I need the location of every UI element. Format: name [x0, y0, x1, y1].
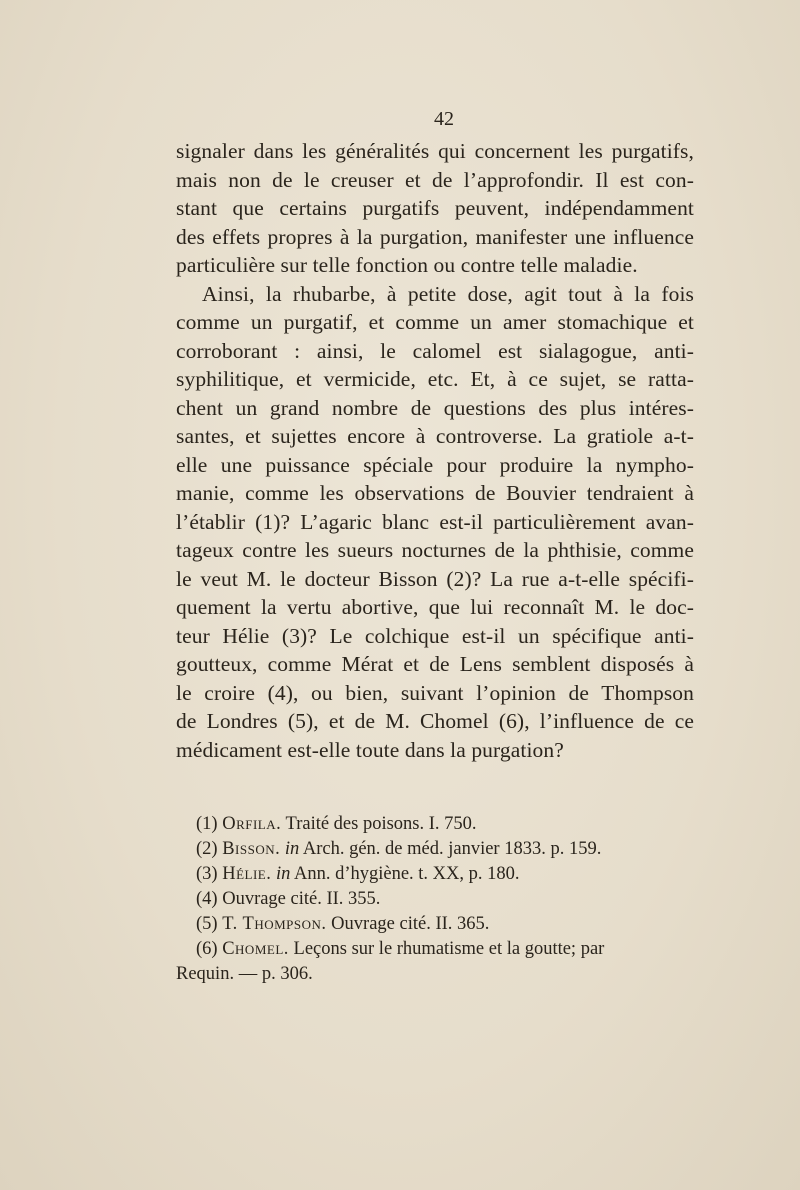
- footnote-italic: in: [280, 839, 300, 859]
- footnote-author: Orfila.: [222, 814, 282, 834]
- text-line: mais non de le creuser et de l’approfondir. Il est con-: [176, 167, 694, 192]
- text-line: syphilitique, et vermicide, etc. Et, à ce sujet, se ratta-: [176, 367, 694, 391]
- text-line: quement la vertu abortive, que lui reconnaît M. le doc-: [176, 595, 694, 619]
- footnote-number: (4): [196, 889, 218, 909]
- text-line: le veut M. le docteur Bisson (2)? La rue a-t-elle spécifi-: [176, 566, 694, 591]
- text-line: corroborant : ainsi, le calomel est sialagogue, anti-: [176, 338, 694, 363]
- footnote-number: (6): [196, 939, 218, 959]
- footnote: [176, 887, 688, 912]
- footnote-text: Leçons sur le rhumatisme et la goutte; par: [288, 939, 605, 959]
- text-line: l’établir (1)? L’agaric blanc est-il particulièrement avan-: [176, 509, 694, 534]
- footnote: [176, 937, 688, 962]
- footnote: [176, 812, 688, 837]
- footnote: [176, 862, 688, 887]
- text-line: des effets propres à la purgation, manifester une influence: [176, 224, 694, 249]
- footnote-author: Hélie.: [222, 864, 272, 884]
- page-number: 42: [434, 108, 454, 130]
- text-line: comme un purgatif, et comme un amer stomachique et: [176, 310, 694, 334]
- footnote: [176, 837, 688, 862]
- text-line: stant que certains purgatifs peuvent, indépendamment: [176, 196, 694, 220]
- text-line: de Londres (5), et de M. Chomel (6), l’influence de ce: [176, 709, 694, 733]
- text-line: médicament est-elle toute dans la purgation?: [176, 737, 564, 762]
- text-line: le croire (4), ou bien, suivant l’opinion de Thompson: [176, 680, 694, 705]
- footnote-number: (3): [196, 864, 218, 884]
- footnote-text: Ouvrage cité. II. 355.: [222, 889, 381, 909]
- footnote-number: (5): [196, 914, 218, 934]
- text-line: manie, comme les observations de Bouvier tendraient à: [176, 481, 694, 505]
- text-line: teur Hélie (3)? Le colchique est-il un spécifique anti-: [176, 623, 694, 648]
- footnote-continuation: Requin. — p. 306.: [176, 964, 313, 984]
- body-text: [176, 137, 694, 764]
- footnote-author: Bisson.: [222, 839, 281, 859]
- text-line: goutteux, comme Mérat et de Lens semblent disposés à: [176, 652, 694, 676]
- footnote-number: (1): [196, 814, 218, 834]
- text-line: santes, et sujettes encore à controverse. La gratiole a-t-: [176, 424, 694, 448]
- footnote-text: Ouvrage cité. II. 365.: [326, 914, 490, 934]
- text-line: tageux contre les sueurs nocturnes de la phthisie, comme: [176, 538, 694, 562]
- footnote-text: Traité des poisons. I. 750.: [281, 814, 477, 834]
- footnote-text: Ann. d’hygiène. t. XX, p. 180.: [290, 864, 520, 884]
- footnote: [176, 912, 688, 937]
- text-line: Ainsi, la rhubarbe, à petite dose, agit tout à la fois: [202, 281, 694, 306]
- paragraph: [176, 137, 694, 280]
- text-line: elle une puissance spéciale pour produire la nympho-: [176, 452, 694, 477]
- footnote-italic: in: [271, 864, 291, 884]
- text-line: signaler dans les généralités qui concernent les purgatifs,: [176, 139, 694, 163]
- footnotes: [176, 812, 688, 987]
- footnote-number: (2): [196, 839, 218, 859]
- footnote-author: T. Thompson.: [222, 914, 327, 934]
- footnote-text: Arch. gén. de méd. janvier 1833. p. 159.: [299, 839, 602, 859]
- text-line: chent un grand nombre de questions des plus intéres-: [176, 395, 694, 420]
- text-line: particulière sur telle fonction ou contre telle maladie.: [176, 253, 638, 277]
- footnote-author: Chomel.: [222, 939, 289, 959]
- paragraph: [176, 280, 694, 765]
